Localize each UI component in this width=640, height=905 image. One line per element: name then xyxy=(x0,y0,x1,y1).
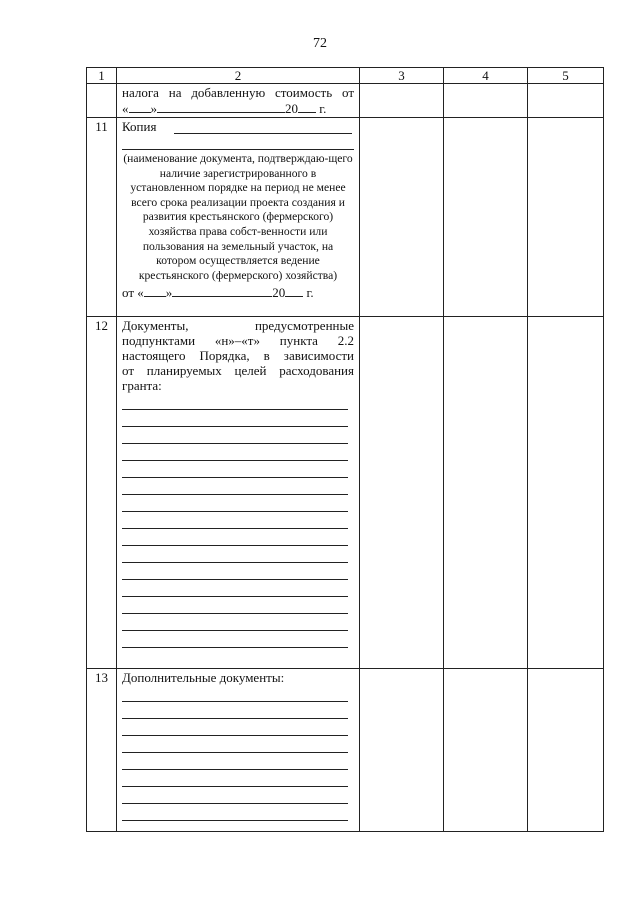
year-blank xyxy=(285,284,303,297)
blank-line xyxy=(122,444,348,461)
document-name-line xyxy=(122,135,354,150)
header-col-5: 5 xyxy=(528,68,604,84)
blank-line xyxy=(122,495,348,512)
table-row-continuation xyxy=(87,84,604,118)
row-11-content xyxy=(117,118,360,317)
table-row-11 xyxy=(87,118,604,317)
row-number: 12 xyxy=(87,317,117,669)
row-11-date-line: от « » 20 г. xyxy=(122,285,314,301)
blank-line xyxy=(122,529,348,546)
blank-line xyxy=(122,719,348,736)
blank-lines-row-13 xyxy=(122,685,348,821)
header-col-3: 3 xyxy=(360,68,444,84)
blank-line xyxy=(122,736,348,753)
blank-line xyxy=(122,753,348,770)
blank-line xyxy=(122,787,348,804)
blank-line xyxy=(122,546,348,563)
continuation-text: налога на добавленную стоимость от xyxy=(122,85,354,100)
blank-line xyxy=(122,597,348,614)
row-12-content: Документы, предусмотренные подпунктами «н»–«т» пункта 2.2 настоящего Порядка, в зависимости от планируемых целей расходования гранта: xyxy=(117,317,360,669)
blank-line xyxy=(122,563,348,580)
header-col-2: 2 xyxy=(117,68,360,84)
copy-label: Копия xyxy=(122,119,157,134)
blank-line xyxy=(122,580,348,597)
document-name-note: (наименование документа, подтверждаю-щего наличие зарегистрированного в установленном порядке на период не менее всего срока реализации проекта создания и развития крестьянского (фермерского) хозяйства права собст-венности или пользования на земельный участок, на котором осуществляется ведение крестьянского (фермерского) хозяйства) xyxy=(123,152,353,282)
continuation-date-line: « » 20 г. xyxy=(122,101,327,116)
blank-line xyxy=(122,410,348,427)
row-13-content xyxy=(117,669,360,832)
blank-line xyxy=(122,512,348,529)
day-blank xyxy=(144,284,166,297)
blank-line xyxy=(122,770,348,787)
page-number: 72 xyxy=(313,36,327,51)
year-blank xyxy=(298,100,316,113)
blank-line xyxy=(122,804,348,821)
month-blank xyxy=(172,284,272,297)
table-row-13 xyxy=(87,669,604,832)
blank-line xyxy=(122,614,348,631)
blank-line xyxy=(122,702,348,719)
row-number: 11 xyxy=(87,118,117,317)
blank-lines-row-12 xyxy=(122,393,348,648)
additional-documents-label: Дополнительные документы: xyxy=(122,670,285,685)
blank-line xyxy=(122,478,348,495)
day-blank xyxy=(129,100,151,113)
header-col-4: 4 xyxy=(444,68,528,84)
blank-line xyxy=(122,685,348,702)
continuation-cell xyxy=(117,84,360,118)
month-blank xyxy=(157,100,285,113)
documents-table xyxy=(86,67,604,832)
blank-line xyxy=(122,631,348,648)
row-number: 13 xyxy=(87,669,117,832)
blank-line xyxy=(122,393,348,410)
table-row-12 xyxy=(87,317,604,669)
header-col-1: 1 xyxy=(87,68,117,84)
table-header-row xyxy=(87,68,604,84)
blank-line xyxy=(122,427,348,444)
blank-line xyxy=(122,461,348,478)
document-name-blank xyxy=(174,121,352,134)
